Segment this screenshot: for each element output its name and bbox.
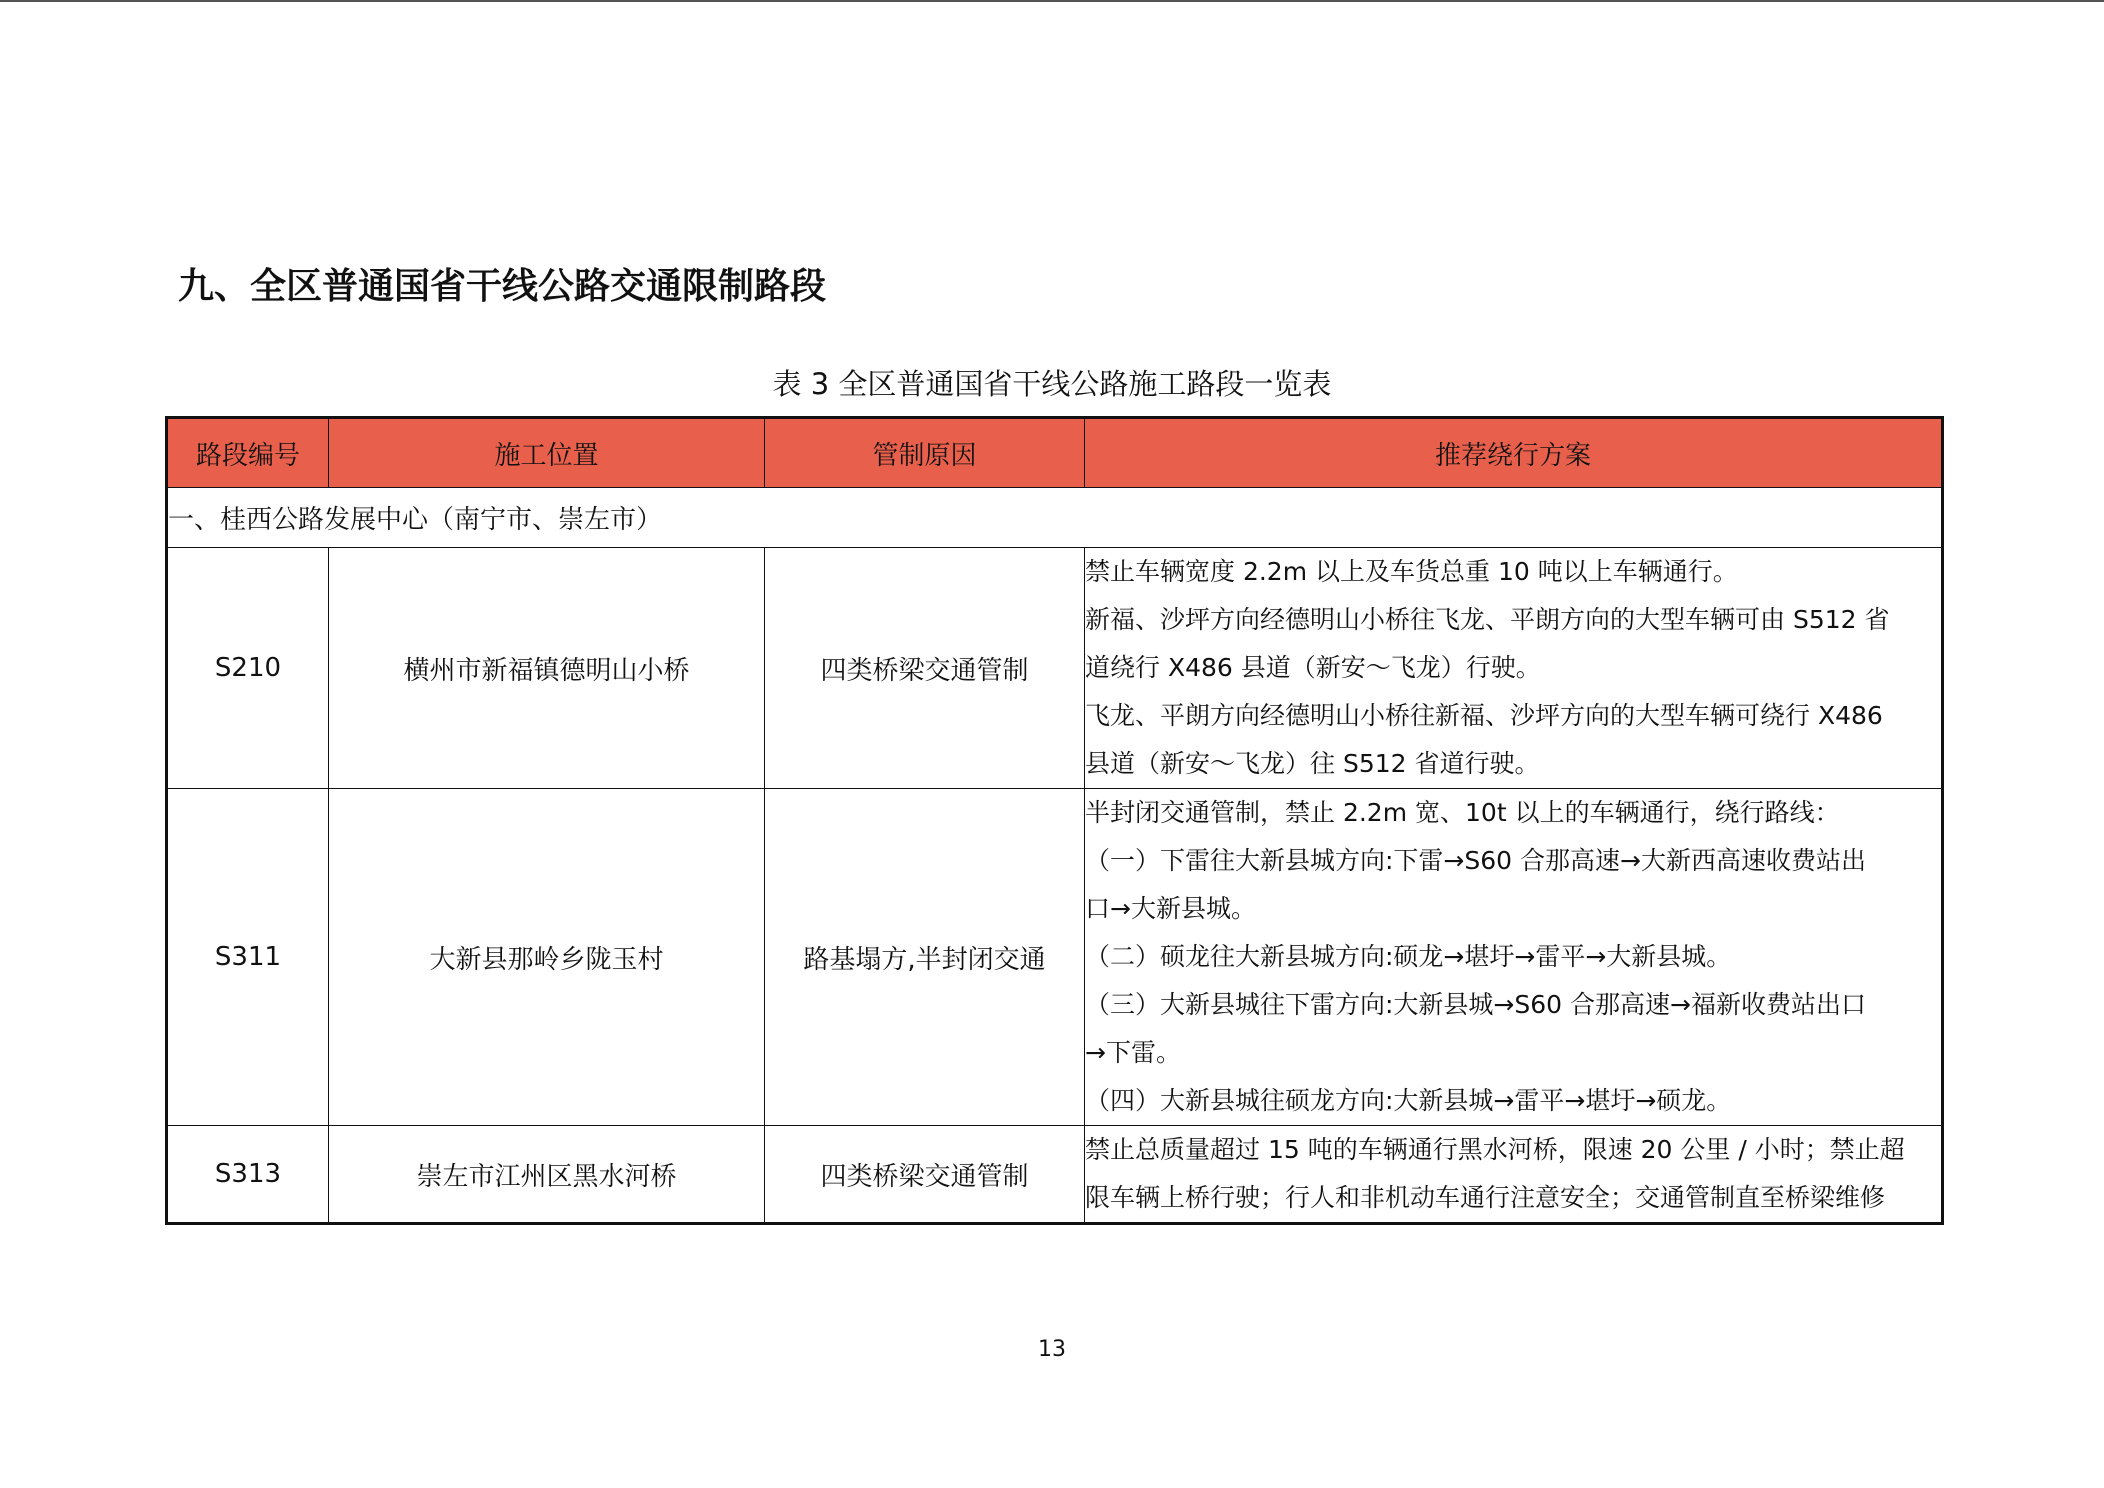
plan-line: 县道（新安～飞龙）往 S512 省道行驶。 [1085, 749, 1540, 778]
page-top-rule [0, 0, 2104, 2]
plan-line: （四）大新县城往硕龙方向:大新县城→雷平→堪圩→硕龙。 [1085, 1086, 1732, 1115]
road-closure-table [165, 416, 1944, 1225]
table-row [167, 789, 1943, 1126]
location: 崇左市江州区黑水河桥 [329, 1126, 765, 1224]
page-number: 13 [1038, 1337, 1066, 1362]
reason: 路基塌方,半封闭交通 [765, 789, 1085, 1126]
plan-line: 道绕行 X486 县道（新安～飞龙）行驶。 [1085, 653, 1541, 682]
table-header-row [167, 418, 1943, 488]
plan-line: 口→大新县城。 [1085, 894, 1256, 923]
detour-plan [1085, 789, 1943, 1126]
header-segment-code: 路段编号 [167, 418, 329, 488]
table-caption: 表 3 全区普通国省干线公路施工路段一览表 [772, 367, 1332, 401]
header-reason: 管制原因 [765, 418, 1085, 488]
region-row [167, 488, 1943, 548]
plan-line: 飞龙、平朗方向经德明山小桥往新福、沙坪方向的大型车辆可绕行 X486 [1085, 701, 1883, 730]
reason: 四类桥梁交通管制 [765, 548, 1085, 789]
segment-code: S311 [167, 789, 329, 1126]
detour-plan [1085, 1126, 1943, 1224]
location: 大新县那岭乡陇玉村 [329, 789, 765, 1126]
segment-code: S313 [167, 1126, 329, 1224]
location: 横州市新福镇德明山小桥 [329, 548, 765, 789]
plan-line: →下雷。 [1085, 1038, 1181, 1067]
table-row [167, 1126, 1943, 1224]
table-row [167, 548, 1943, 789]
header-location: 施工位置 [329, 418, 765, 488]
reason: 四类桥梁交通管制 [765, 1126, 1085, 1224]
plan-line: 限车辆上桥行驶；行人和非机动车通行注意安全；交通管制直至桥梁维修 [1085, 1183, 1886, 1212]
plan-line: （二）硕龙往大新县城方向:硕龙→堪圩→雷平→大新县城。 [1085, 942, 1732, 971]
plan-line: 新福、沙坪方向经德明山小桥往飞龙、平朗方向的大型车辆可由 S512 省 [1085, 605, 1890, 634]
plan-line: 禁止车辆宽度 2.2m 以上及车货总重 10 吨以上车辆通行。 [1085, 557, 1738, 586]
plan-line: （一）下雷往大新县城方向:下雷→S60 合那高速→大新西高速收费站出 [1085, 846, 1866, 875]
detour-plan [1085, 548, 1943, 789]
plan-line: 半封闭交通管制，禁止 2.2m 宽、10t 以上的车辆通行，绕行路线： [1085, 798, 1840, 827]
region-label: 一、桂西公路发展中心（南宁市、崇左市） [167, 488, 1943, 548]
section-heading: 九、全区普通国省干线公路交通限制路段 [178, 266, 827, 307]
segment-code: S210 [167, 548, 329, 789]
plan-line: （三）大新县城往下雷方向:大新县城→S60 合那高速→福新收费站出口 [1085, 990, 1866, 1019]
plan-line: 禁止总质量超过 15 吨的车辆通行黑水河桥，限速 20 公里 / 小时；禁止超 [1085, 1135, 1905, 1164]
header-detour-plan: 推荐绕行方案 [1085, 418, 1943, 488]
